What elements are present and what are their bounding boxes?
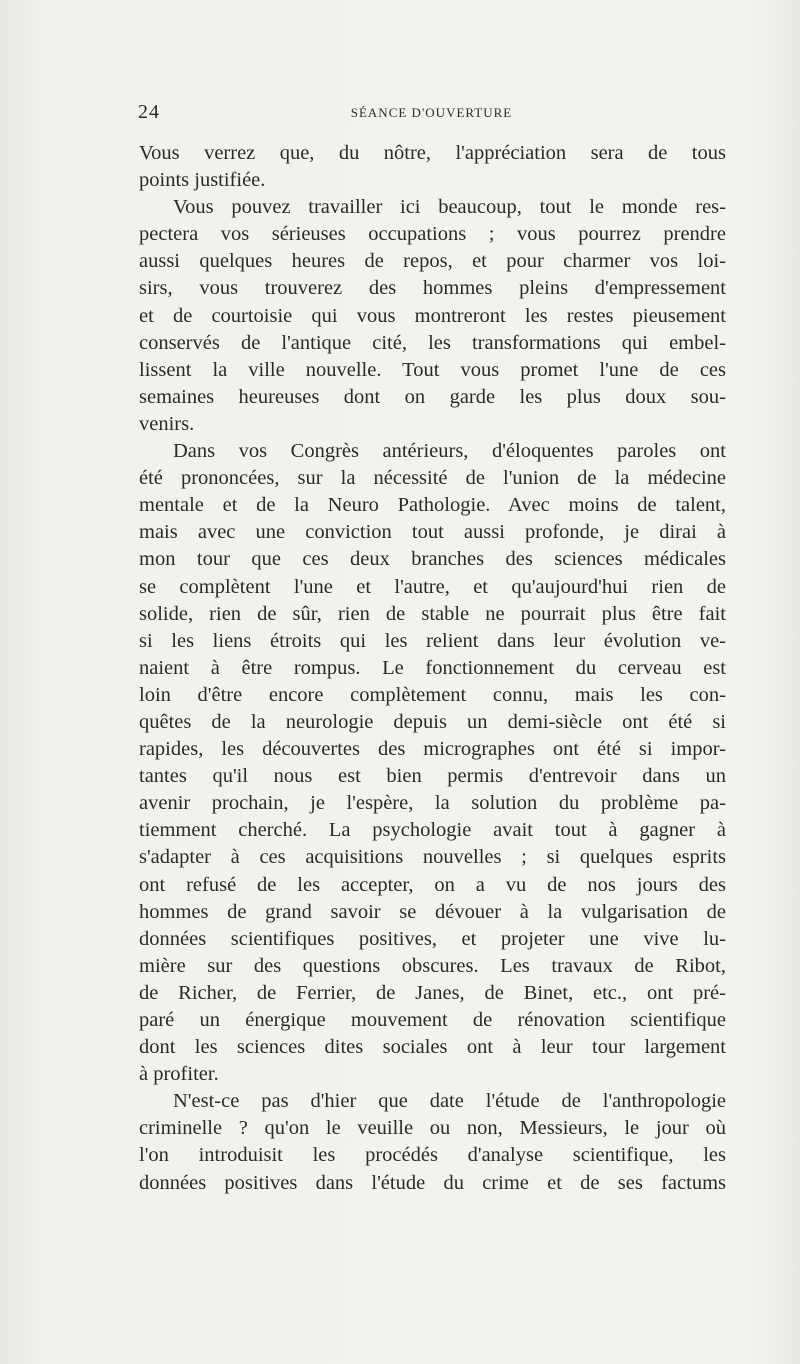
text-line: mon tour que ces deux branches des sciences médicales: [139, 548, 726, 571]
text-line: dont les sciences dites sociales ont à leur tour largement: [139, 1036, 726, 1059]
text-line: mentale et de la Neuro Pathologie. Avec moins de talent,: [139, 494, 726, 517]
text-line: tantes qu'il nous est bien permis d'entrevoir dans un: [139, 765, 726, 788]
text-line: aussi quelques heures de repos, et pour charmer vos loi-: [139, 250, 726, 273]
text-line: avenir prochain, je l'espère, la solution du problème pa-: [139, 792, 726, 815]
text-line: venirs.: [139, 412, 195, 435]
text-line: conservés de l'antique cité, les transformations qui embel-: [139, 331, 726, 354]
text-line: s'adapter à ces acquisitions nouvelles ; si quelques esprits: [139, 846, 726, 869]
text-line: données positives dans l'étude du crime et de ses factums: [139, 1171, 726, 1194]
text-line: si les liens étroits qui les relient dans leur évolution ve-: [139, 629, 726, 652]
text-line: et de courtoisie qui vous montreront les restes pieusement: [139, 304, 726, 327]
text-line: Dans vos Congrès antérieurs, d'éloquentes paroles ont: [173, 440, 726, 463]
text-line: lissent la ville nouvelle. Tout vous promet l'une de ces: [139, 358, 726, 381]
text-line: loin d'être encore complètement connu, mais les con-: [139, 683, 726, 706]
running-head: SÉANCE D'OUVERTURE: [350, 105, 513, 120]
text-line: naient à être rompus. Le fonctionnement du cerveau est: [139, 656, 726, 679]
text-line: rapides, les découvertes des micrographes ont été si impor-: [139, 738, 726, 761]
text-line: paré un énergique mouvement de rénovation scientifique: [139, 1009, 726, 1031]
text-line: Vous pouvez travailler ici beaucoup, tout le monde res-: [173, 196, 726, 219]
text-line: Vous verrez que, du nôtre, l'appréciation sera de tous: [139, 142, 726, 164]
text-line: points justifiée.: [139, 169, 266, 192]
text-line: mais avec une conviction tout aussi profonde, je dirai à: [139, 521, 726, 544]
text-line: criminelle ? qu'on le veuille ou non, Messieurs, le jour où: [139, 1117, 726, 1140]
body-text: [139, 140, 726, 1197]
text-line: se complètent l'une et l'autre, et qu'aujourd'hui rien de: [139, 575, 726, 598]
text-line: ont refusé de les accepter, on a vu de nos jours des: [139, 873, 726, 896]
page-header: [138, 101, 725, 125]
text-line: tiemment cherché. La psychologie avait tout à gagner à: [139, 819, 726, 842]
text-line: données scientifiques positives, et projeter une vive lu-: [139, 927, 726, 950]
page-number: 24: [138, 101, 160, 123]
text-line: à profiter.: [139, 1063, 219, 1086]
text-line: quêtes de la neurologie depuis un demi-siècle ont été si: [139, 710, 726, 733]
text-line: hommes de grand savoir se dévouer à la vulgarisation de: [139, 900, 726, 923]
text-line: été prononcées, sur la nécessité de l'union de la médecine: [139, 467, 726, 490]
text-line: de Richer, de Ferrier, de Janes, de Binet, etc., ont pré-: [139, 981, 726, 1004]
text-line: l'on introduisit les procédés d'analyse scientifique, les: [139, 1144, 726, 1167]
text-line: N'est-ce pas d'hier que date l'étude de l'anthropologie: [173, 1090, 726, 1113]
text-line: sirs, vous trouverez des hommes pleins d'empressement: [139, 277, 726, 300]
text-line: mière sur des questions obscures. Les travaux de Ribot,: [139, 954, 726, 977]
text-line: pectera vos sérieuses occupations ; vous pourrez prendre: [139, 223, 726, 246]
text-line: solide, rien de sûr, rien de stable ne pourrait plus être fait: [139, 602, 726, 625]
text-line: semaines heureuses dont on garde les plus doux sou-: [139, 385, 726, 408]
